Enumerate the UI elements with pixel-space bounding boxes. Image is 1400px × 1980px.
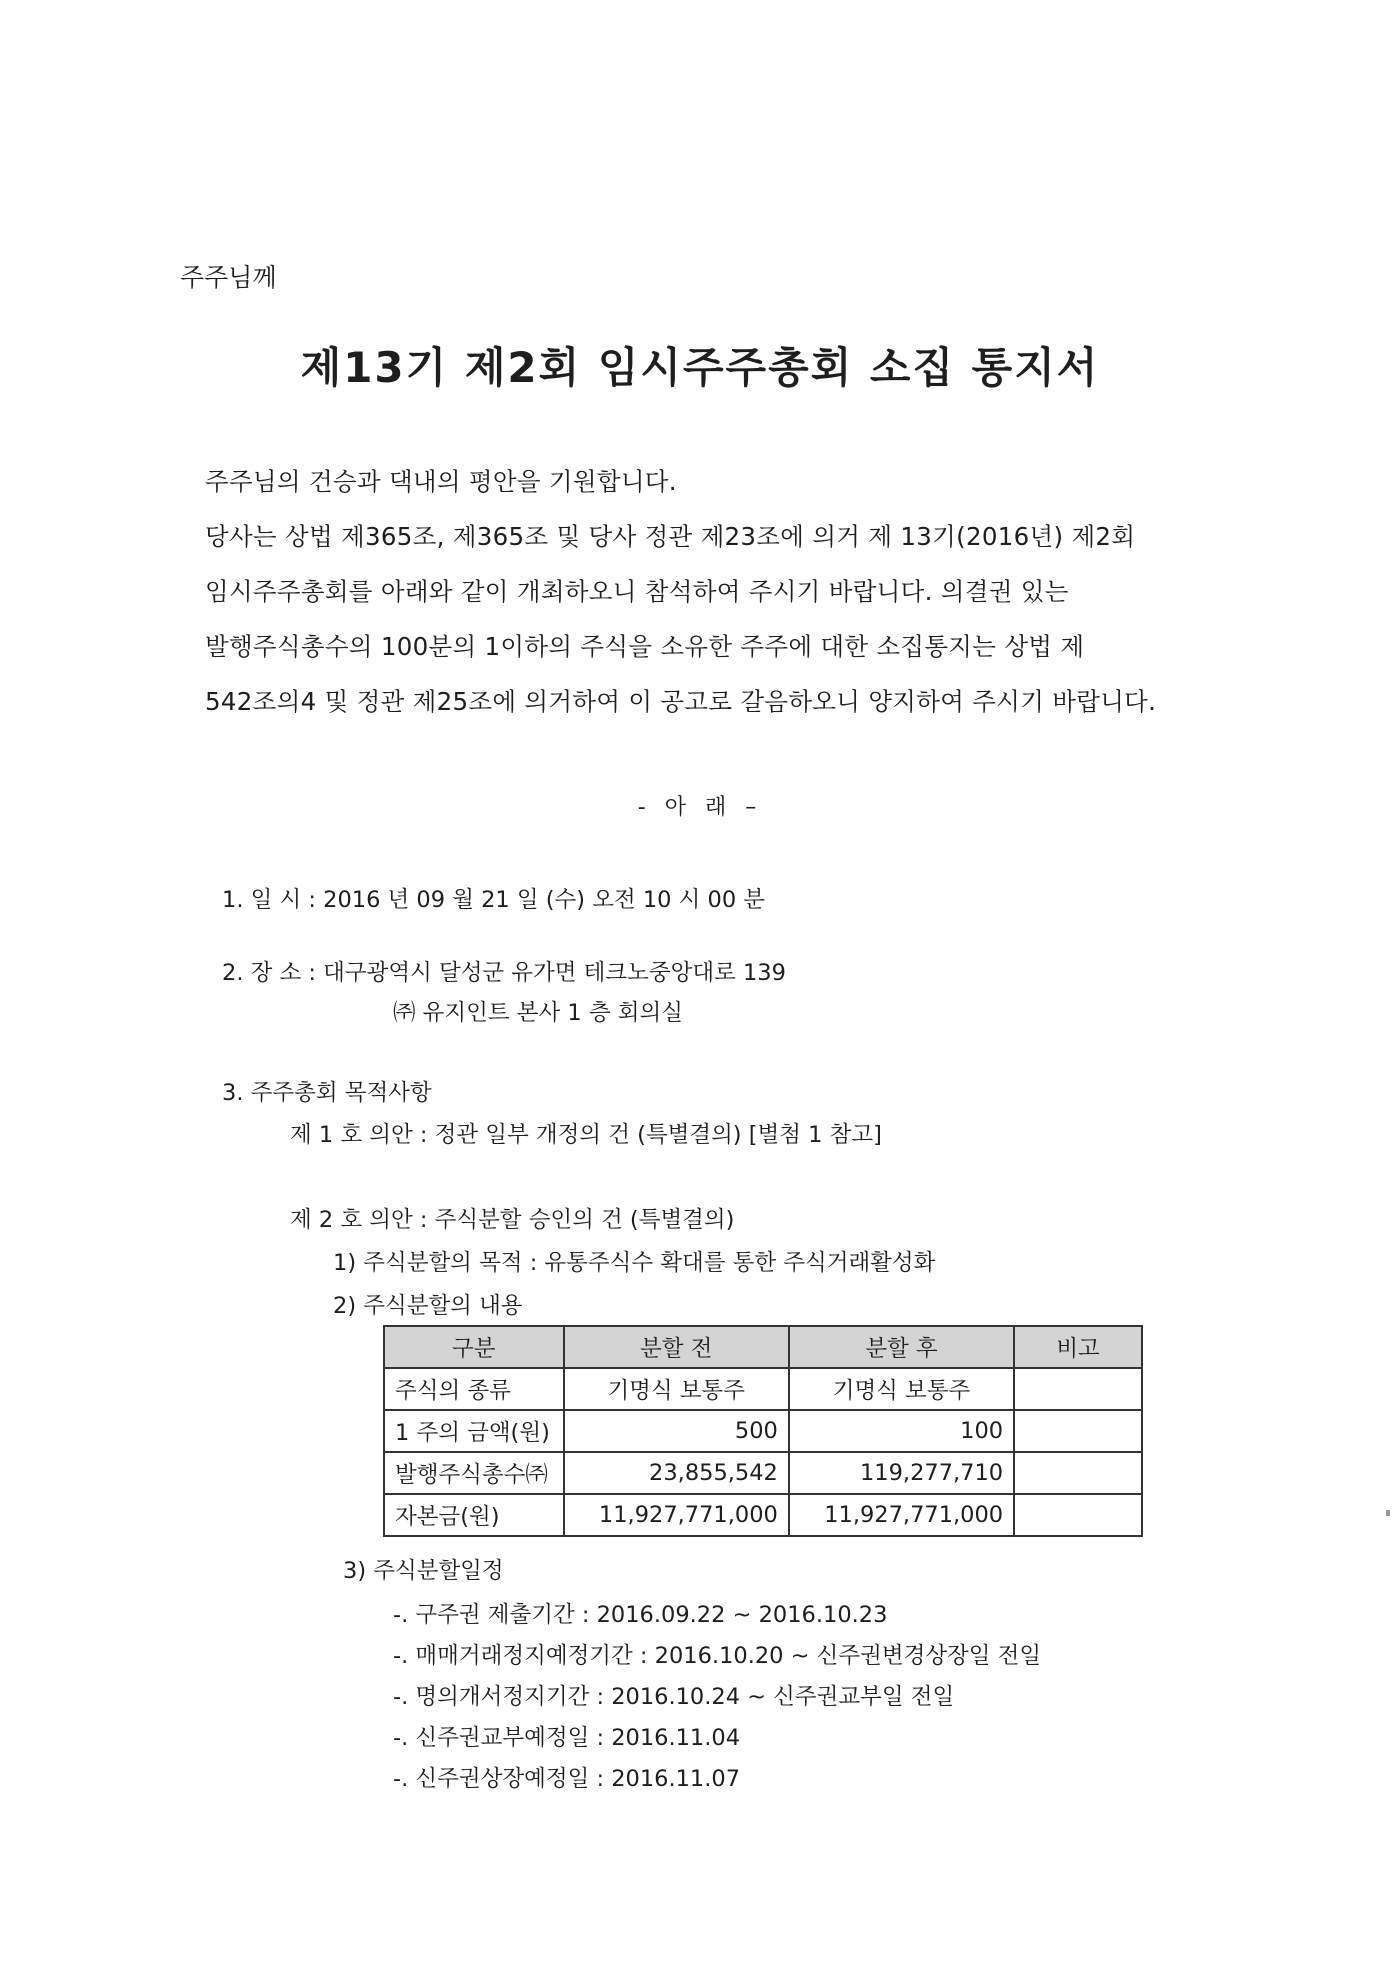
- table-cell: 자본금(원): [384, 1494, 564, 1536]
- header-cell: 비고: [1014, 1326, 1142, 1368]
- salutation: 주주님께: [180, 263, 277, 292]
- table-cell: [1014, 1452, 1142, 1494]
- table-cell: 주식의 종류: [384, 1368, 564, 1410]
- table-cell: [1014, 1368, 1142, 1410]
- table-cell: 119,277,710: [789, 1452, 1014, 1494]
- agenda-2: 제 2 호 의안 : 주식분할 승인의 건 (특별결의): [290, 1207, 735, 1233]
- intro-line: 당사는 상법 제365조, 제365조 및 당사 정관 제23조에 의거 제 13기(2016년) 제2회: [205, 522, 1136, 551]
- table-row: [384, 1368, 1142, 1410]
- table-row: [384, 1494, 1142, 1536]
- header-cell: 구분: [384, 1326, 564, 1368]
- intro-line: 발행주식총수의 100분의 1이하의 주식을 소유한 주주에 대한 소집통지는 상법 제: [205, 632, 1085, 661]
- schedule-item: -. 신주권상장예정일 : 2016.11.07: [393, 1766, 741, 1792]
- schedule-item: -. 신주권교부예정일 : 2016.11.04: [393, 1725, 741, 1751]
- split-content-heading: 2) 주식분할의 내용: [333, 1293, 523, 1319]
- split-purpose: 1) 주식분할의 목적 : 유통주식수 확대를 통한 주식거래활성화: [333, 1250, 936, 1276]
- header-cell: 분할 전: [564, 1326, 789, 1368]
- table-cell: 11,927,771,000: [789, 1494, 1014, 1536]
- schedule-item: -. 구주권 제출기간 : 2016.09.22 ~ 2016.10.23: [393, 1602, 888, 1628]
- intro-line: 주주님의 건승과 댁내의 평안을 기원합니다.: [205, 467, 677, 496]
- split-table: [383, 1325, 1143, 1537]
- schedule-item: -. 매매거래정지예정기간 : 2016.10.20 ~ 신주권변경상장일 전일: [393, 1643, 1042, 1669]
- meeting-date: 1. 일 시 : 2016 년 09 월 21 일 (수) 오전 10 시 00 분: [222, 887, 766, 913]
- meeting-place: 2. 장 소 : 대구광역시 달성군 유가면 테크노중앙대로 139: [222, 960, 786, 986]
- table-cell: 발행주식총수㈜: [384, 1452, 564, 1494]
- table-cell: 기명식 보통주: [789, 1368, 1014, 1410]
- table-cell: [1014, 1494, 1142, 1536]
- table-row: [384, 1410, 1142, 1452]
- agenda-1: 제 1 호 의안 : 정관 일부 개정의 건 (특별결의) [별첨 1 참고]: [290, 1122, 882, 1148]
- table-cell: [1014, 1410, 1142, 1452]
- table-cell: 11,927,771,000: [564, 1494, 789, 1536]
- split-schedule-heading: 3) 주식분할일정: [343, 1558, 504, 1584]
- table-cell: 100: [789, 1410, 1014, 1452]
- table-cell: 기명식 보통주: [564, 1368, 789, 1410]
- meeting-place-detail: ㈜ 유지인트 본사 1 층 회의실: [393, 1000, 683, 1026]
- purpose-heading: 3. 주주총회 목적사항: [222, 1080, 432, 1106]
- header-cell: 분할 후: [789, 1326, 1014, 1368]
- table-row: [384, 1452, 1142, 1494]
- below-marker: - 아 래 –: [637, 795, 763, 820]
- scan-speck: [1386, 1510, 1390, 1516]
- schedule-item: -. 명의개서정지기간 : 2016.10.24 ~ 신주권교부일 전일: [393, 1684, 955, 1710]
- table-header-row: [384, 1326, 1142, 1368]
- table-cell: 1 주의 금액(원): [384, 1410, 564, 1452]
- document-title: 제13기 제2회 임시주주총회 소집 통지서: [300, 343, 1100, 392]
- table-cell: 500: [564, 1410, 789, 1452]
- intro-line: 임시주주총회를 아래와 같이 개최하오니 참석하여 주시기 바랍니다. 의결권 있는: [205, 577, 1069, 606]
- table-cell: 23,855,542: [564, 1452, 789, 1494]
- intro-line: 542조의4 및 정관 제25조에 의거하여 이 공고로 갈음하오니 양지하여 주시기 바랍니다.: [205, 687, 1157, 716]
